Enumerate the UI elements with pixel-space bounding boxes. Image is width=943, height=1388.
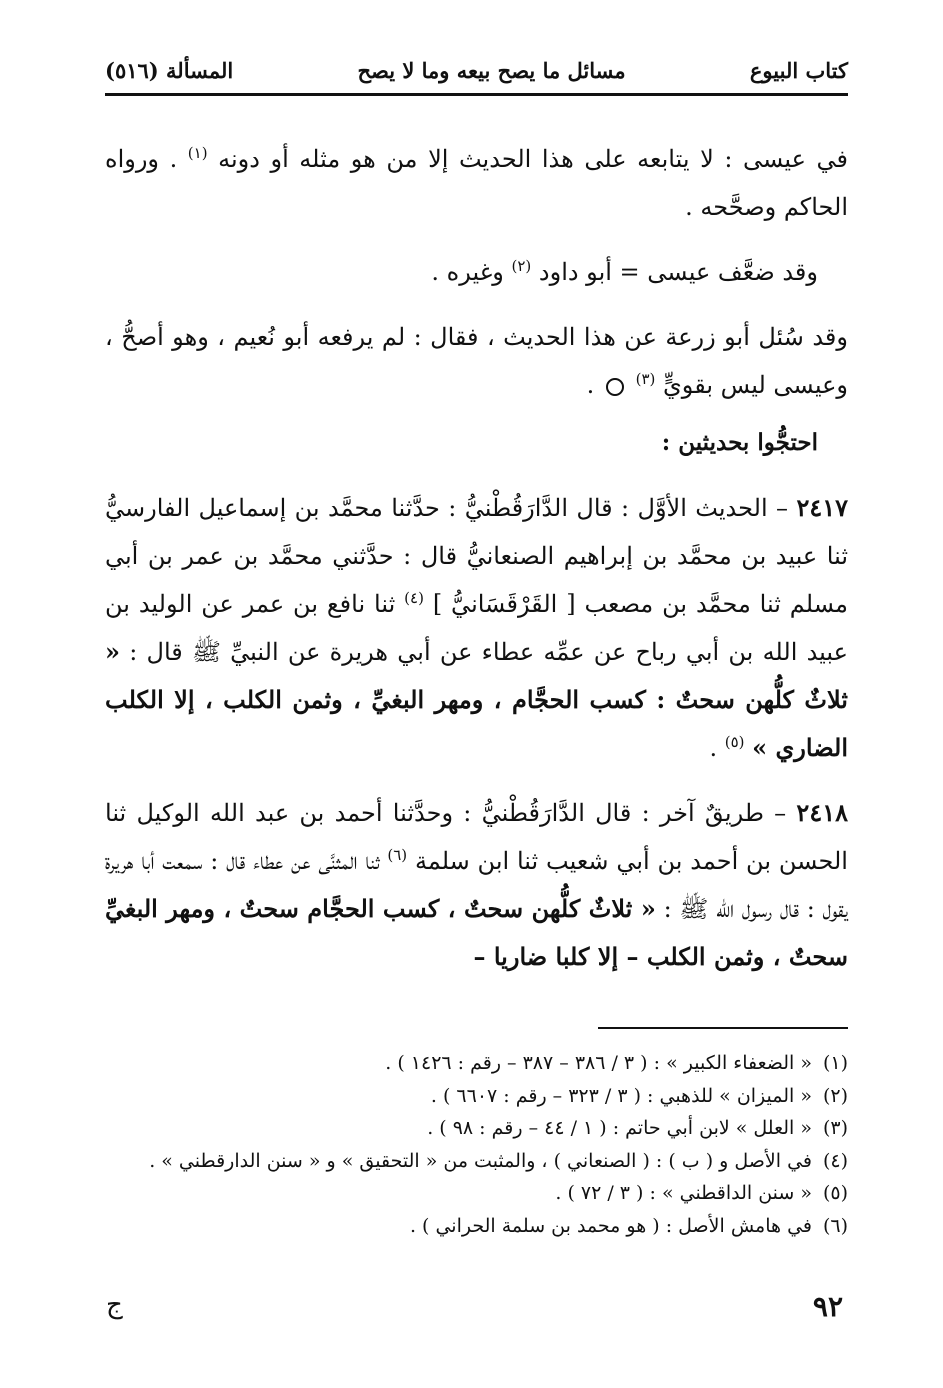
hadith-2418-number: ٢٤١٨ [796, 798, 848, 827]
footnote-item [105, 1112, 848, 1145]
header-chapter-title: مسائل ما يصح بيعه وما لا يصح [357, 57, 626, 83]
hadith-2418 [105, 789, 848, 981]
footnote-ref-4[interactable]: (٤) [404, 589, 424, 607]
paragraph-2-text: وقد ضعَّف عيسى = أبو داود [538, 258, 818, 286]
footnote-item [105, 1145, 848, 1178]
footnote-ref-3[interactable]: (٣) [635, 370, 656, 388]
footnote-divider [598, 1027, 848, 1029]
footnote-item [105, 1210, 848, 1243]
section-heading: احتجُّوا بحديثين : [661, 429, 818, 456]
footnote-number: (٦) [822, 1214, 848, 1237]
header-issue-number: المسألة (٥١٦) [105, 57, 234, 83]
footnote-text: في هامش الأصل : ( هو محمد بن سلمة الحراني ) . [409, 1214, 812, 1237]
paragraph-3 [105, 313, 848, 409]
footnotes-list [105, 1047, 848, 1242]
paragraph-3-text: وقد سُئل أبو زرعة عن هذا الحديث ، فقال : لم يرفعه أبو نُعيم ، وهو أصحُّ ، وعيسى ليس بقويٍّ [105, 323, 848, 399]
footnote-ref-2[interactable]: (٢) [511, 257, 532, 275]
page-number: ٩٢ [812, 1290, 843, 1323]
footnote-text: في الأصل و ( ب ) : ( الصنعاني ) ، والمثبت من « التحقيق » و « سنن الدارقطني » . [149, 1149, 812, 1172]
footnote-text: « العلل » لابن أبي حاتم : ( ١ / ٤٤ – رقم : ٩٨ ) . [427, 1117, 812, 1139]
paragraph-1 [105, 135, 848, 231]
footnote-item [105, 1177, 848, 1210]
footnote-ref-5[interactable]: (٥) [724, 733, 745, 751]
footnote-text: « الميزان » للذهبي : ( ٣ / ٣٢٣ – رقم : ٦٦٠٧ ) . [430, 1084, 812, 1107]
hadith-2417-isnad-continued: ثنا نافع بن عمر عن الوليد بن عبيد الله بن أبي رباح عن عمِّه عطاء عن أبي هريرة عن النبيِّ ﷺ قال : [105, 590, 848, 666]
footnote-number: (٥) [822, 1182, 848, 1204]
header-divider [105, 93, 848, 96]
header-book-title: كتاب البيوع [749, 57, 848, 83]
hadith-2417-matn: « ثلاثٌ كلُّهن سحتٌ : كسب الحجَّام ، ومهر البغيِّ ، وثمن الكلب ، إلا الكلب الضاري » [105, 637, 848, 762]
section-end-circle-icon [606, 378, 624, 396]
footnote-ref-1[interactable]: (١) [187, 144, 208, 162]
hadith-2418-isnad: – طريقٌ آخر : قال الدَّارَقُطْنيُّ : وحدَّثنا أحمد بن عبد الله الوكيل ثنا الحسن بن أحمد بن أبي شعيب ثنا ابن سلمة [105, 799, 848, 875]
main-text [105, 135, 848, 981]
paragraph-3-tail: . [586, 371, 595, 399]
footnote-number: (٣) [822, 1117, 848, 1139]
footnote-number: (١) [822, 1052, 848, 1074]
footnote-ref-6[interactable]: (٦) [387, 846, 408, 864]
hadith-2417 [105, 484, 848, 772]
hadith-2417-isnad: – الحديث الأوَّل : قال الدَّارَقُطْنيُّ : حدَّثنا محمَّد بن إسماعيل الفارسيُّ ثنا عبيد بن محمَّد بن إبراهيم الصنعانيُّ قال : حدَّثني محمَّد بن عمر بن أبي مسلم ثنا محمَّد بن مصعب [ القَرْقَسَانيُّ ] [105, 494, 848, 618]
paragraph-1-tail: . ورواه الحاكم وصحَّحه . [105, 145, 848, 221]
signature-mark: ج [106, 1290, 123, 1320]
paragraph-2-tail: وغيره . [431, 258, 504, 286]
footnote-number: (٢) [822, 1084, 848, 1107]
footnote-item [105, 1047, 848, 1080]
footnote-number: (٤) [822, 1149, 848, 1172]
paragraph-2 [105, 248, 848, 296]
hadith-2418-matn: « ثلاثٌ كلُّهن سحتٌ ، كسب الحجَّام سحتٌ ، ومهر البغيِّ سحتٌ ، وثمن الكلب – إلا كلبا ضاريا – [105, 894, 848, 971]
hadith-2417-tail: . [709, 734, 718, 762]
paragraph-1-text: في عيسى : لا يتابعه على هذا الحديث إلا من هو مثله أو دونه [218, 145, 848, 173]
footnote-text: « سنن الداقطني » : ( ٣ / ٧٢ ) . [555, 1182, 812, 1204]
hadith-2417-number: ٢٤١٧ [796, 493, 848, 522]
footnote-text: « الضعفاء الكبير » : ( ٣ / ٣٨٦ – ٣٨٧ – رقم : ١٤٢٦ ) . [385, 1052, 812, 1074]
running-header [105, 50, 848, 90]
footnote-item [105, 1080, 848, 1113]
hadith-2418-isnad-continued: ثنا المثنَّى عن عطاء قال : سمعت أبا هريرة يقول : قال رسول الله ﷺ : [105, 847, 848, 923]
